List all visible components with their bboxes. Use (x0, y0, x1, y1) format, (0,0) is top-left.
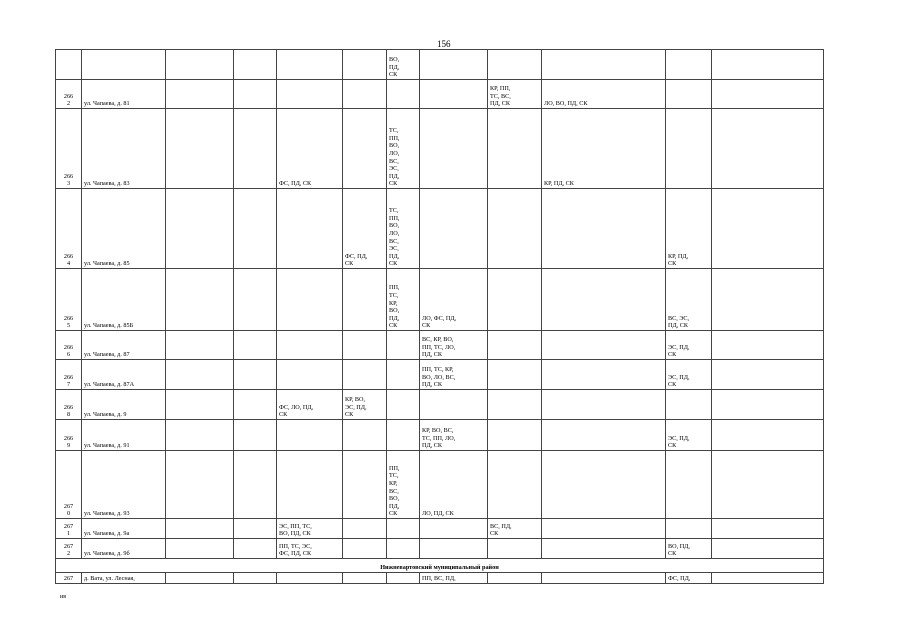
work-type-cell: ЛО, ФС, ПД, СК (420, 269, 488, 331)
work-type-cell (387, 420, 420, 451)
section-header-row (56, 559, 824, 573)
work-type-cell (234, 331, 277, 360)
work-type-cell (488, 109, 542, 189)
work-type-cell (277, 269, 343, 331)
work-type-cell (420, 109, 488, 189)
footer-text: ив (60, 594, 67, 600)
work-type-cell: ПП, ТС, ЭС, ФС, ПД, СК (277, 539, 343, 559)
work-type-cell (488, 539, 542, 559)
section-header: Нижневартовский муниципальный район (56, 559, 824, 573)
work-type-cell (542, 269, 666, 331)
work-type-cell (234, 109, 277, 189)
address-cell: ул. Чапаева, д. 83 (82, 109, 166, 189)
record-number: 266 9 (56, 420, 82, 451)
work-type-cell (666, 451, 712, 519)
work-type-cell: ЛО, ВО, ПД, СК (542, 80, 666, 109)
work-type-cell (488, 189, 542, 269)
work-type-cell (666, 80, 712, 109)
work-type-cell (712, 109, 824, 189)
work-type-cell (343, 80, 387, 109)
work-type-cell (666, 109, 712, 189)
work-type-cell (420, 539, 488, 559)
work-type-cell (166, 539, 234, 559)
address-cell: ул. Чапаева, д. 81 (82, 80, 166, 109)
work-type-cell (166, 269, 234, 331)
work-type-cell (488, 420, 542, 451)
address-cell: ул. Чапаева, д. 9б (82, 539, 166, 559)
record-number: 266 7 (56, 360, 82, 390)
work-type-cell: ВО, ПД, СК (387, 50, 420, 80)
work-type-cell (166, 80, 234, 109)
work-type-cell (166, 331, 234, 360)
table-row (56, 539, 824, 559)
work-type-cell (666, 50, 712, 80)
work-type-cell: ВС, КР, ВО, ПП, ТС, ЛО, ПД, СК (420, 331, 488, 360)
table-row (56, 420, 824, 451)
work-type-cell (488, 50, 542, 80)
work-type-cell (234, 189, 277, 269)
work-type-cell: ЭС, ПП, ТС, ВО, ПД, СК (277, 519, 343, 539)
table-row (56, 50, 824, 80)
table-row (56, 360, 824, 390)
work-type-cell (277, 80, 343, 109)
work-type-cell (488, 390, 542, 420)
work-type-cell (542, 451, 666, 519)
work-type-cell (343, 573, 387, 584)
table-row (56, 390, 824, 420)
table-row (56, 189, 824, 269)
work-type-cell (234, 80, 277, 109)
work-type-cell (166, 420, 234, 451)
work-type-cell: ЭС, ПД, СК (666, 420, 712, 451)
work-type-cell: ЭС, ПД, СК (666, 360, 712, 390)
work-type-cell (488, 573, 542, 584)
address-cell: ул. Чапаева, д. 91 (82, 420, 166, 451)
work-type-cell (277, 420, 343, 451)
work-type-cell: ЛО, ПД, СК (420, 451, 488, 519)
table-row (56, 451, 824, 519)
work-type-cell: КР, ПП, ТС, ВС, ПД, СК (488, 80, 542, 109)
work-type-cell (343, 109, 387, 189)
address-cell: д. Вата, ул. Лесная, (82, 573, 166, 584)
address-cell: ул. Чапаева, д. 87 (82, 331, 166, 360)
work-type-cell (234, 420, 277, 451)
work-type-cell (166, 360, 234, 390)
work-type-cell (387, 390, 420, 420)
work-type-cell (542, 573, 666, 584)
work-type-cell (542, 189, 666, 269)
work-type-cell (387, 331, 420, 360)
work-type-cell (712, 451, 824, 519)
work-type-cell (712, 80, 824, 109)
work-type-cell (387, 360, 420, 390)
work-type-cell (542, 360, 666, 390)
work-type-cell (488, 331, 542, 360)
work-type-cell: ЭС, ПД, СК (666, 331, 712, 360)
work-type-cell (277, 451, 343, 519)
table-row (56, 80, 824, 109)
work-type-cell (234, 390, 277, 420)
work-type-cell (712, 50, 824, 80)
work-type-cell (387, 519, 420, 539)
work-type-cell (166, 519, 234, 539)
record-number: 266 6 (56, 331, 82, 360)
record-number: 266 8 (56, 390, 82, 420)
work-type-cell (542, 390, 666, 420)
record-number: 267 2 (56, 539, 82, 559)
work-type-cell (166, 109, 234, 189)
work-type-cell (234, 50, 277, 80)
record-number: 266 4 (56, 189, 82, 269)
work-type-cell (343, 360, 387, 390)
work-type-cell (234, 451, 277, 519)
work-type-cell: ФС, ПД, СК (277, 109, 343, 189)
record-number: 267 0 (56, 451, 82, 519)
work-type-cell: ПП, ТС, КР, ВС, ВО, ПД, СК (387, 451, 420, 519)
work-type-cell: ФС, ПД, (666, 573, 712, 584)
work-type-cell (387, 80, 420, 109)
work-type-cell (343, 420, 387, 451)
address-cell: ул. Чапаева, д. 93 (82, 451, 166, 519)
work-type-cell: КР, ПД, СК (666, 189, 712, 269)
work-type-cell (712, 573, 824, 584)
work-type-cell (712, 539, 824, 559)
record-number: 266 2 (56, 80, 82, 109)
work-type-cell (166, 189, 234, 269)
work-type-cell (343, 539, 387, 559)
work-type-cell (166, 451, 234, 519)
work-type-cell: ВО, ПД, СК (666, 539, 712, 559)
work-type-cell (488, 360, 542, 390)
work-type-cell (234, 519, 277, 539)
work-type-cell (542, 50, 666, 80)
work-type-cell: ВС, ПД, СК (488, 519, 542, 539)
work-type-cell (166, 50, 234, 80)
work-type-cell: ФС, ПД, СК (343, 189, 387, 269)
work-type-cell (234, 539, 277, 559)
work-type-cell (343, 519, 387, 539)
work-type-cell: ПП, ВС, ПД, (420, 573, 488, 584)
work-type-cell (712, 519, 824, 539)
work-type-cell (712, 331, 824, 360)
record-number: 266 5 (56, 269, 82, 331)
work-type-cell (234, 573, 277, 584)
work-type-cell (277, 189, 343, 269)
work-type-cell: ВС, ЭС, ПД, СК (666, 269, 712, 331)
work-type-cell (420, 390, 488, 420)
work-type-cell: КР, ВО, ВС, ТС, ПП, ЛО, ПД, СК (420, 420, 488, 451)
work-type-cell: КР, ПД, СК (542, 109, 666, 189)
work-type-cell (343, 50, 387, 80)
work-type-cell (343, 269, 387, 331)
work-type-cell: ТС, ПП, ВО, ЛО, ВС, ЭС, ПД, СК (387, 109, 420, 189)
address-cell: ул. Чапаева, д. 9 (82, 390, 166, 420)
work-type-cell (234, 269, 277, 331)
work-type-cell: ТС, ПП, ВО, ЛО, ВС, ЭС, ПД, СК (387, 189, 420, 269)
work-type-cell (387, 539, 420, 559)
work-type-cell (166, 573, 234, 584)
work-type-cell (343, 331, 387, 360)
work-type-cell (666, 390, 712, 420)
work-type-cell (488, 451, 542, 519)
record-number: 267 (56, 573, 82, 584)
address-cell: ул. Чапаева, д. 9а (82, 519, 166, 539)
work-type-cell (277, 50, 343, 80)
page-number: 156 (437, 39, 451, 49)
work-type-cell (387, 573, 420, 584)
register-table (55, 49, 824, 584)
table-row (56, 331, 824, 360)
work-type-cell (712, 360, 824, 390)
work-type-cell (542, 331, 666, 360)
work-type-cell (234, 360, 277, 390)
work-type-cell (488, 269, 542, 331)
work-type-cell (542, 519, 666, 539)
table-row-partial (56, 573, 824, 584)
work-type-cell (542, 539, 666, 559)
table-row (56, 269, 824, 331)
work-type-cell: ПП, ТС, КР, ВО, ЛО, ВС, ПД, СК (420, 360, 488, 390)
address-cell (82, 50, 166, 80)
work-type-cell: КР, ВО, ЭС, ПД, СК (343, 390, 387, 420)
record-number (56, 50, 82, 80)
work-type-cell (712, 269, 824, 331)
work-type-cell (277, 331, 343, 360)
work-type-cell (666, 519, 712, 539)
work-type-cell (420, 519, 488, 539)
work-type-cell (542, 420, 666, 451)
table-row (56, 519, 824, 539)
address-cell: ул. Чапаева, д. 85 (82, 189, 166, 269)
record-number: 266 3 (56, 109, 82, 189)
work-type-cell (420, 80, 488, 109)
address-cell: ул. Чапаева, д. 87А (82, 360, 166, 390)
work-type-cell (712, 390, 824, 420)
work-type-cell (420, 189, 488, 269)
address-cell: ул. Чапаева, д. 85Б (82, 269, 166, 331)
work-type-cell (420, 50, 488, 80)
work-type-cell (277, 360, 343, 390)
work-type-cell (166, 390, 234, 420)
work-type-cell (343, 451, 387, 519)
work-type-cell: ФС, ЛО, ПД, СК (277, 390, 343, 420)
work-type-cell: ПП, ТС, КР, ВО, ПД, СК (387, 269, 420, 331)
work-type-cell (277, 573, 343, 584)
work-type-cell (712, 420, 824, 451)
table-row (56, 109, 824, 189)
record-number: 267 1 (56, 519, 82, 539)
work-type-cell (712, 189, 824, 269)
